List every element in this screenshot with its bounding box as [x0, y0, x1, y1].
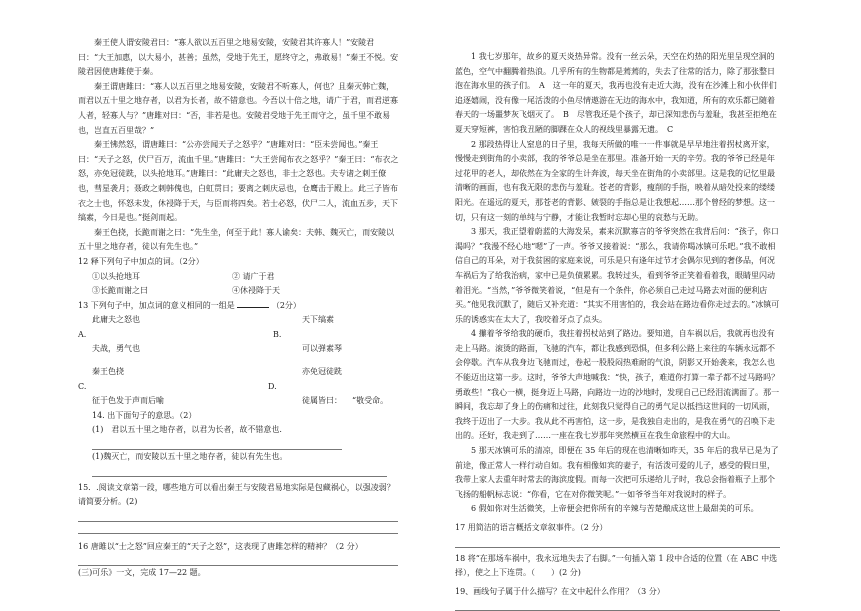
right-column [455, 0, 782, 611]
answer-line[interactable] [92, 438, 342, 450]
question-12: 12 释下列句子中加点的词。（2分） [78, 256, 204, 266]
answer-line[interactable] [78, 522, 398, 534]
answer-line[interactable] [78, 554, 398, 566]
passage-paragraph-3: 秦王怫然怒，谓唐雎曰：“公亦尝闻天子之怒乎？”唐雎对曰：“臣未尝闻也。”秦王曰：“天子之怒，伏尸百万，流血千里。”唐雎曰：“大王尝闻布衣之怒乎？”秦王曰：“布衣之怒，亦免冠徒跣，以头抢地耳。”唐雎曰：“此庸夫之怒也，非士之怒也。夫专诸之刺王僚也，彗星袭月；聂政之刺韩傀也，白虹贯日；要离之刺庆忌也，仓鹰击于殿上。此三子皆布衣之士也，怀怒未发，休祲降于天，与臣而将四矣。若士必怒，伏尸二人，流血五步，天下缟素，今日是也。”挺剑而起。 [78, 140, 399, 223]
passage-paragraph-2: 秦王谓唐雎曰：“寡人以五百里之地易安陵，安陵君不听寡人，何也？且秦灭韩亡魏，而君以五十里之地存者，以君为长者，故不错意也。今吾以十倍之地，请广于君，而君逆寡人者，轻寡人与？”唐雎对曰：“否，非若是也。安陵君受地于先王而守之，虽千里不敢易也，岂直五百里哉？” [78, 81, 398, 135]
question-12-item-a: ①以头抢地耳 [92, 271, 140, 281]
answer-line[interactable] [455, 599, 780, 611]
question-14-sentence-2: (1)魏灭亡，而安陵以五十里之地存者，徒以有先生也。 [92, 452, 288, 462]
option-row-3 [78, 365, 400, 380]
answer-line[interactable] [78, 510, 398, 522]
option-labels-ab [78, 328, 400, 343]
question-12-row-1 [78, 270, 400, 285]
option-row-1 [78, 313, 400, 328]
answer-blank[interactable] [237, 299, 269, 308]
option-row-4 [78, 394, 400, 409]
option-a-line-1: 此庸夫之怒也 [92, 315, 140, 325]
section-intro: (三)可乐》一文，完成 17—22 题。 [78, 568, 206, 578]
option-d-line-1: 亦免冠徒跣 [302, 367, 342, 377]
option-b-line-2: 可以弹素琴 [302, 344, 342, 354]
question-12-item-c: ③长跪而谢之曰 [92, 286, 148, 296]
question-16: 16 唐雎以“士之怒”回应秦王的“天子之怒”，这表现了唐雎怎样的精神？（2 分） [78, 541, 363, 551]
question-12-item-b: ② 请广于君 [232, 271, 275, 281]
left-column [78, 0, 400, 581]
question-13 [78, 299, 400, 314]
question-12-item-d: ④休祲降于天 [232, 286, 280, 296]
story-paragraph-1: 1 我七岁那年，故乡的夏天炎热异常。没有一丝云朵，天空在灼热的阳光里呈现空洞的蓝色，空气中翻腾着热浪。几乎所有的生物都是蔫蔫的，失去了往常的活力，除了那张整日泡在海水里的孩子们。 A 这一年的夏天，我再也没有走近大海，没有在沙滩上和小伙伴们追逐嬉闹，没有像一尾活泼的小鱼尽情遨游在无边的海水中，我知道，所有的欢乐都已随着春天的一场噩梦灰飞烟灭了。 B 尽管我还是个孩子，却已深知悲伤与羞耻，我甚至拒绝在夏天穿短裤，害怕我丑陋的脚踝在众人的视线里暴露无遗。 C [455, 52, 777, 134]
option-d-line-2: 徒属皆曰： [302, 396, 342, 406]
question-14-sentence-1: (1) 君以五十里之地存者，以君为长者，故不错意也. [92, 425, 282, 435]
passage-paragraph-4: 秦王色挠，长跪而谢之曰：“先生坐，何至于此！寡人谕矣：夫韩、魏灭亡，而安陵以五十里之地存者，徒以有先生也。” [78, 227, 395, 252]
story-paragraph-3: 3 那天，我正望着蔚蓝的大海发呆，素来沉默寡言的爷爷突然在我背后问：“孩子，你口渴吗？”我漫不经心地“嗯”了一声。爷爷又接着说：“那么，我请你喝冰镇可乐吧。”我不敢相信自己的耳朵，对于我贫困的家庭来说，可乐是只有逢年过节才会偶尔见到的奢侈品，何况车祸后为了给我治病，家中已是负债累累。我转过头，看到爷爷正笑着看着我，眼睛里闪动着泪光。“当然，”爷爷微笑着说，“但是有一个条件，你必须自己走过马路去对面的便利店买。”他见我沉默了，随后又补充道：“其实不用害怕的，我会站在路边看你走过去的。”冰镇可乐的诱惑实在太大了，我咬着牙点了点头。 [455, 227, 780, 324]
option-b-line-1: 天下缟素 [302, 315, 334, 325]
option-c-line-2: 征于色发于声而后喻 [92, 396, 164, 406]
question-14: 14. 出下面句子的意思。（2） [92, 410, 197, 420]
story-paragraph-5: 5 那天冰镇可乐的清凉，即便在 35 年后的现在也清晰如昨天，35 年后的我早已是为了前途，像正常人一样行动自如。我有相像如宾的妻子，有活泼可爱的儿子，感受的假日里，我带上家人去重年时常去的海滨度假。而每一次把可乐递给儿子时，我总会指着瓶子上那个飞扬的船帆标志说：“你看，它在对你微笑呢。”一如爷爷当年对我说时的样子。 [455, 446, 779, 499]
passage-paragraph-1: 秦王使人谓安陵君曰：“寡人欲以五百里之地易安陵，安陵君其许寡人！”安陵君曰：“大王加惠，以大易小，甚善；虽然，受地于先王，愿终守之，弗敢易！”秦王不悦。安陵君因使唐雎使于秦。 [78, 38, 399, 77]
question-13-points: （2分） [271, 300, 301, 310]
option-d-line-2-quote: “敬受命。 [352, 396, 389, 406]
option-c-line-1: 秦王色挠 [92, 367, 124, 377]
option-d-label: D. [268, 381, 277, 391]
option-a-line-2: 夫战，勇气也 [92, 344, 140, 354]
option-row-2 [78, 342, 400, 357]
story-paragraph-2: 2 那段热得让人窒息的日子里，我每天所做的唯一一件事就是早早地注着拐杖离开家，慢慢走到街角的小卖部，我的爷爷总是坐在那里。准备开始一天的辛劳。我的爷爷已经是年过花甲的老人，却依然在为全家的生计奔波，每天坐在街角的小卖部里。这是我的记忆里最清晰的画面，也有我无限的悲伤与羞耻。苍老的背影，瘦削的手指，映着从暗处投来的缕缕阳光。在遥远的夏天，那苍老的背影、皴裂的手指总是让我想起……那个曾经的梦想。这一切，只有这一刻的单纯与宁静，才能让我暂时忘却心里的哀愁与无助。 [455, 139, 775, 222]
question-19: 19、画线句子属于什么描写？在文中起什么作用？（3 分） [455, 586, 665, 596]
question-15: 15．.阅读文章第一段，哪些地方可以看出秦王与安陵君易地实际是包藏祸心，以强凌弱？请简要分析。(2) [78, 482, 395, 507]
question-17: 17 用简洁的语言概括文章叙事件。（2 分） [455, 523, 608, 532]
question-12-row-2 [78, 284, 400, 299]
option-c-label: C. [78, 381, 87, 391]
answer-line[interactable] [92, 465, 387, 477]
option-a-label: A. [78, 329, 87, 339]
option-labels-cd [78, 380, 400, 395]
question-18: 18 将“在那场车祸中，我永远地失去了右脚。”一句插入第 1 段中合适的位置（在 ABC 中选择），使之上下连贯。（ ）(2 分) [455, 553, 778, 578]
story-paragraph-4: 4 攥着爷爷给我的硬币，我拄着拐杖站到了路边。要知道，自车祸以后，我就再也没有走上马路。滚烫的路面，飞驰的汽车，都让我感到恐惧，但多利公路上来往的车辆永远都不会停歇。汽车从我身边飞驰而过，卷起一股股闷热难耐的气浪，阴影又开始袭来，我怎么也不能迈出这第一步。这时，爷爷大声地喊我：“快，孩子，难道你打算一辈子都不过马路吗？勇敢些！”我心一横，挺身迈上马路，向路边一边的沙地时，发现自己已经泪流满面了。那一瞬间，我忘却了身上的伤痛和过往，此刻我只觉得自己的勇气足以抵挡这世间的一切风雨，我终于迈出了一大步。我从此不再害怕，这一步，是我独自走出的，是我在勇气的召唤下走出的。还好，我走到了……一座在我七岁那年突然横亘在我生命旅程中的大山。 [455, 329, 780, 441]
story-paragraph-6: 6 假如你对生活微笑，上帝便会把你所有的辛辣与苦楚酿成这世上最甜美的可乐。 [471, 504, 759, 514]
option-b-label: B. [273, 329, 282, 339]
answer-line[interactable] [455, 536, 780, 548]
question-13-stem: 13 下列句子中，加点词的意义相同的一组是 [78, 300, 235, 310]
